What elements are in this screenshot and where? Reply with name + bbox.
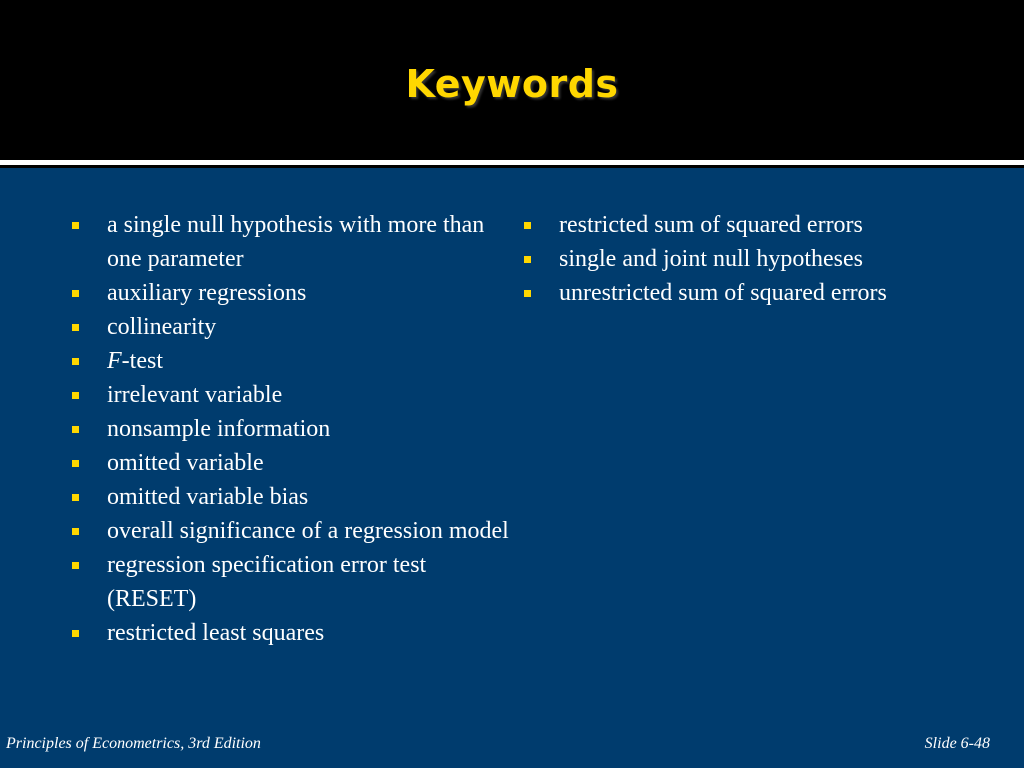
square-bullet-icon: [72, 392, 79, 399]
square-bullet-icon: [72, 426, 79, 433]
list-item-text: overall significance of a regression model: [107, 518, 509, 544]
square-bullet-icon: [72, 630, 79, 637]
keyword-list-right: [524, 208, 964, 310]
list-item-text: single and joint null hypotheses: [559, 246, 863, 272]
square-bullet-icon: [72, 324, 79, 331]
list-item: [72, 446, 512, 480]
square-bullet-icon: [524, 222, 531, 229]
list-item: [524, 242, 964, 276]
square-bullet-icon: [72, 460, 79, 467]
list-item-text: -test: [121, 348, 163, 374]
square-bullet-icon: [72, 358, 79, 365]
square-bullet-icon: [524, 256, 531, 263]
square-bullet-icon: [72, 528, 79, 535]
list-item-text: regression specification error test (RESET): [107, 552, 427, 612]
list-item: [72, 276, 512, 310]
list-item-text: restricted least squares: [107, 620, 325, 646]
list-item-text: restricted sum of squared errors: [559, 212, 863, 238]
square-bullet-icon: [524, 290, 531, 297]
footer-slide-number: Slide 6-48: [924, 735, 990, 752]
list-item-text: omitted variable bias: [107, 484, 309, 510]
divider-shadow: [0, 165, 1024, 168]
list-item: [72, 616, 512, 650]
square-bullet-icon: [72, 562, 79, 569]
list-item: [72, 310, 512, 344]
list-item: [72, 208, 512, 276]
list-item: [524, 276, 964, 310]
list-item-text: nonsample information: [107, 416, 331, 442]
square-bullet-icon: [72, 290, 79, 297]
list-item: [72, 548, 512, 616]
list-item: [72, 514, 512, 548]
square-bullet-icon: [72, 494, 79, 501]
list-item: [72, 480, 512, 514]
list-item-text: a single null hypothesis with more than one parameter: [107, 212, 485, 272]
slide-title: Keywords: [405, 62, 619, 106]
list-item-text: unrestricted sum of squared errors: [559, 280, 887, 306]
square-bullet-icon: [72, 222, 79, 229]
list-item: [72, 344, 512, 378]
list-item: [72, 412, 512, 446]
keyword-list-left: [72, 208, 512, 650]
list-item: [72, 378, 512, 412]
list-item: [524, 208, 964, 242]
list-item-text: irrelevant variable: [107, 382, 283, 408]
list-item-text: auxiliary regressions: [107, 280, 307, 306]
f-test-letter: F: [107, 348, 122, 374]
list-item-text: collinearity: [107, 314, 217, 340]
footer-book-title: Principles of Econometrics, 3rd Edition: [6, 735, 261, 752]
list-item-text: omitted variable: [107, 450, 264, 476]
